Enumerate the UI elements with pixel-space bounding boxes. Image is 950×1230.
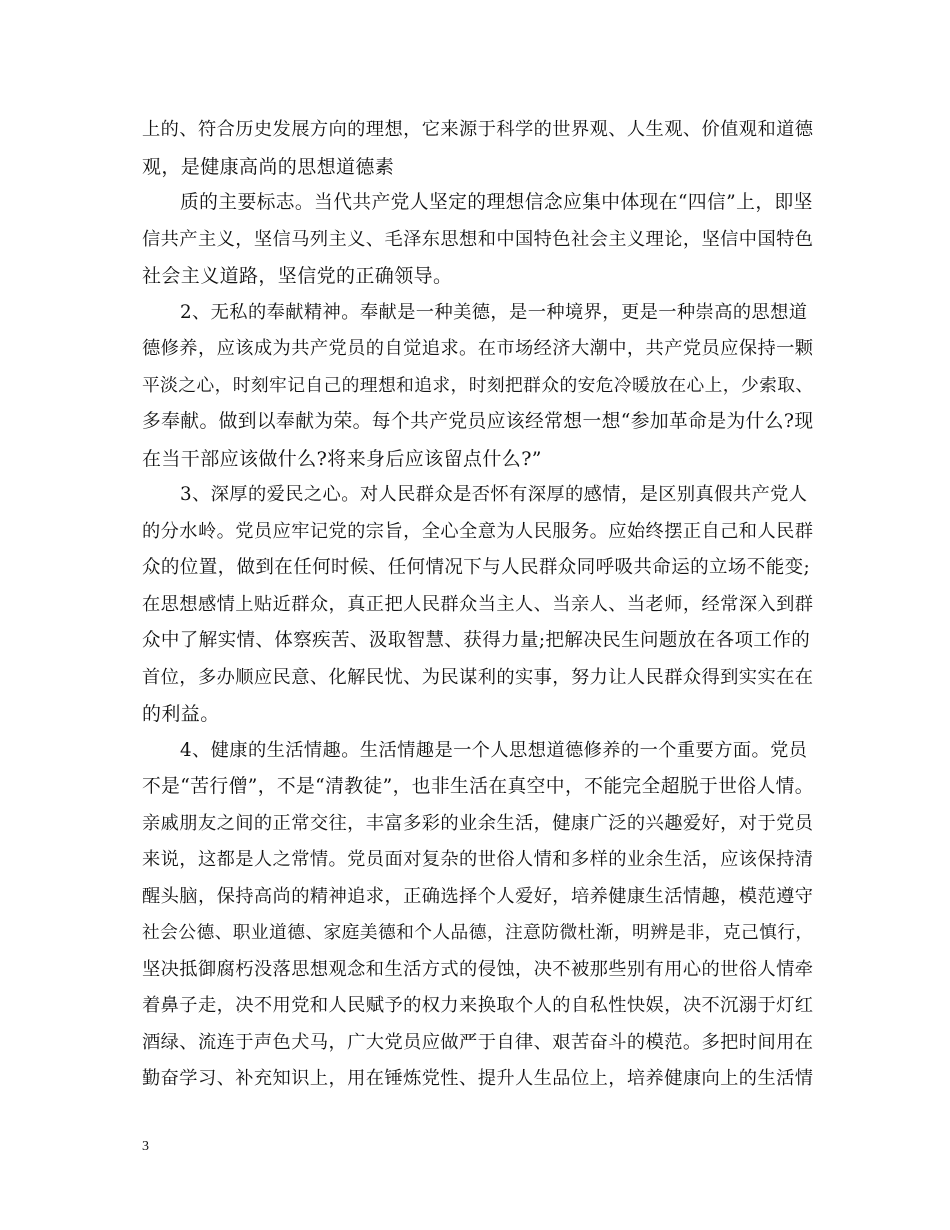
text-line: 坚决抵御腐朽没落思想观念和生活方式的侵蚀，决不被那些别有用心的世俗人情牵 (142, 958, 814, 980)
text-line: 不是“苦行僧”，不是“清教徒”，也非生活在真空中，不能完全超脱于世俗人情。 (142, 776, 814, 797)
text-line: 上的、符合历史发展方向的理想，它来源于科学的世界观、人生观、价值观和道德 (142, 119, 814, 140)
paragraph-first-line: 2、无私的奉献精神。奉献是一种美德，是一种境界，更是一种崇高的思想道 (180, 301, 808, 323)
text-line: 着鼻子走，决不用党和人民赋予的权力来换取个人的自私性快娱，决不沉溺于灯红 (142, 995, 814, 1016)
text-line: 德修养，应该成为共产党员的自觉追求。在市场经济大潮中，共产党员应保持一颗 (142, 338, 814, 359)
page-number: 3 (142, 1139, 149, 1154)
text-line: 观，是健康高尚的思想道德素 (142, 155, 395, 178)
text-line: 的分水岭。党员应牢记党的宗旨，全心全意为人民服务。应始终摆正自己和人民群 (142, 520, 814, 542)
text-line: 亲戚朋友之间的正常交往，丰富多彩的业余生活，健康广泛的兴趣爱好，对于党员 (142, 812, 814, 834)
paragraph-first-line: 4、健康的生活情趣。生活情趣是一个人思想道德修养的一个重要方面。党员 (180, 739, 808, 761)
text-line: 来说，这都是人之常情。党员面对复杂的世俗人情和多样的业余生活，应该保持清 (142, 849, 814, 870)
text-line: 多奉献。做到以奉献为荣。每个共产党员应该经常想一想“参加革命是为什么?现 (142, 411, 814, 432)
text-line: 众的位置，做到在任何时候、任何情况下与人民群众同呼吸共命运的立场不能变; (142, 557, 811, 578)
text-line: 平淡之心，时刻牢记自己的理想和追求，时刻把群众的安危冷暖放在心上，少索取、 (142, 375, 814, 396)
text-line: 在当干部应该做什么?将来身后应该留点什么?” (142, 447, 542, 470)
paragraph-first-line: 质的主要标志。当代共产党人坚定的理想信念应集中体现在“四信”上，即坚 (180, 192, 813, 213)
text-line: 社会主义道路，坚信党的正确领导。 (142, 265, 453, 287)
text-line: 首位，多办顺应民意、化解民忧、为民谋利的实事，努力让人民群众得到实实在在 (142, 666, 814, 688)
text-line: 社会公德、职业道德、家庭美德和个人品德，注意防微杜渐，明辨是非，克己慎行， (142, 923, 814, 943)
text-line: 信共产主义，坚信马列主义、毛泽东思想和中国特色社会主义理论，坚信中国特色 (142, 228, 814, 250)
text-line: 的利益。 (142, 703, 220, 725)
document-body (142, 112, 814, 1098)
text-line: 勤奋学习、补充知识上，用在锤炼党性、提升人生品位上，培养健康向上的生活情 (142, 1068, 814, 1089)
text-line: 众中了解实情、体察疾苦、汲取智慧、获得力量;把解决民生问题放在各项工作的 (142, 630, 811, 651)
text-line: 在思想感情上贴近群众，真正把人民群众当主人、当亲人、当老师，经常深入到群 (142, 593, 814, 615)
paragraph-first-line: 3、深厚的爱民之心。对人民群众是否怀有深厚的感情，是区别真假共产党人 (180, 484, 808, 505)
text-line: 醒头脑，保持高尚的精神追求，正确选择个人爱好，培养健康生活情趣，模范遵守 (142, 885, 814, 907)
text-line: 酒绿、流连于声色犬马，广大党员应做严于自律、艰苦奋斗的模范。多把时间用在 (142, 1031, 814, 1053)
